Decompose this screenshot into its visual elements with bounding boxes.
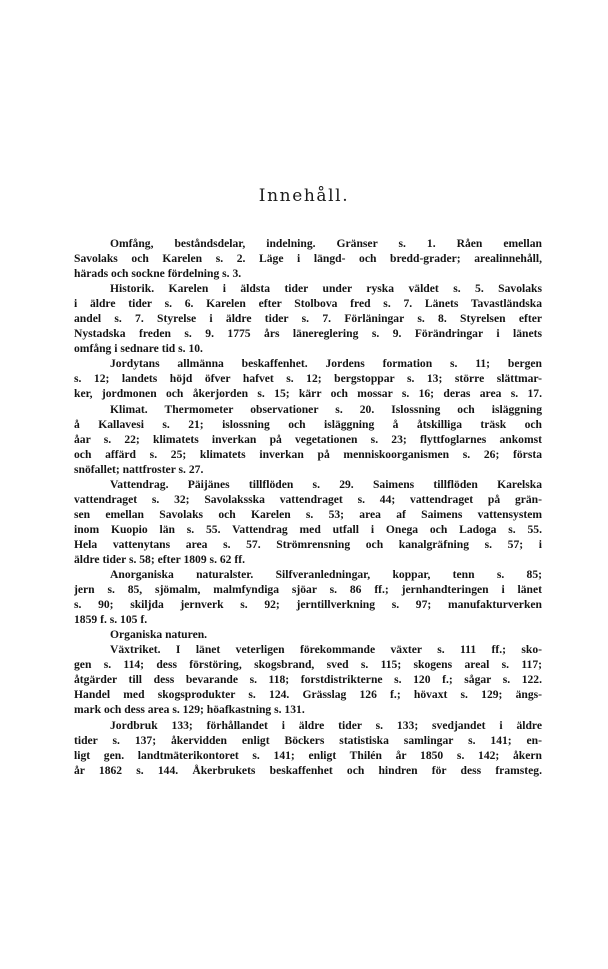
toc-line: inom Kuopio län s. 55. Vattendrag med utfall i Onega och Ladoga s. 55. bbox=[74, 522, 542, 536]
toc-line: år 1862 s. 144. Åkerbrukets beskaffenhet och hindren för dess framsteg. bbox=[74, 763, 542, 777]
toc-line: jern s. 85, sjömalm, malmfyndiga sjöar s. 86 ff.; jernhandteringen i länet bbox=[74, 583, 542, 597]
toc-line: Savolaks och Karelen s. 2. Läge i längd- och bredd-grader; arealinnehåll, bbox=[74, 252, 542, 266]
toc-line: Klimat. Thermometer observationer s. 20. Islossning och isläggning bbox=[110, 402, 542, 416]
toc-line: i äldre tider s. 6. Karelen efter Stolbova fred s. 7. Länets Tavastländska bbox=[74, 297, 542, 311]
toc-line: gen s. 114; dess förstöring, skogsbrand, sved s. 115; skogens areal s. 117; bbox=[74, 658, 542, 672]
toc-line: åar s. 22; klimatets inverkan på vegetationen s. 23; flyttfoglarnes ankomst bbox=[74, 432, 542, 446]
toc-line: äldre tider s. 58; efter 1809 s. 62 ff. bbox=[74, 552, 245, 566]
toc-line: ker, jordmonen och åkerjorden s. 15; kärr och mossar s. 16; deras area s. 17. bbox=[74, 387, 542, 401]
toc-line: vattendraget s. 32; Savolaksska vattendraget s. 44; vattendraget på grän- bbox=[74, 492, 542, 506]
toc-line: andel s. 7. Styrelse i äldre tider s. 7. Förläningar s. 8. Styrelsen efter bbox=[74, 312, 542, 326]
toc-line: Jordytans allmänna beskaffenhet. Jordens formation s. 11; bergen bbox=[110, 357, 542, 371]
toc-line: Historik. Karelen i äldsta tider under ryska väldet s. 5. Savolaks bbox=[110, 282, 542, 296]
toc-line: 1859 f. s. 105 f. bbox=[74, 613, 148, 627]
toc-line: tider s. 137; åkervidden enligt Böckers statistiska samlingar s. 141; en- bbox=[74, 733, 542, 747]
toc-line: ligt gen. landtmäterikontoret s. 141; enligt Thilén år 1850 s. 142; åkern bbox=[74, 748, 542, 762]
toc-line: sen emellan Savolaks och Karelen s. 53; area af Saimens vattensystem bbox=[74, 507, 542, 521]
toc-line: snöfallet; nattfroster s. 27. bbox=[74, 462, 204, 476]
table-of-contents bbox=[74, 236, 542, 778]
toc-line: Växtriket. I länet veterligen förekommande växter s. 111 ff.; sko- bbox=[110, 643, 542, 657]
toc-line: å Kallavesi s. 21; islossning och isläggning å åtskilliga träsk och bbox=[74, 417, 542, 431]
toc-line: åtgärder till dess bevarande s. 118; forstdistrikterne s. 120 f.; sågar s. 122. bbox=[74, 673, 542, 687]
toc-line: Hela vattenytans area s. 57. Strömrensning och kanalgräfning s. 57; i bbox=[74, 537, 542, 551]
toc-line: Nystadska freden s. 9. 1775 års länereglering s. 9. Förändringar i länets bbox=[74, 327, 542, 341]
page-title: Innehåll. bbox=[258, 186, 350, 206]
toc-line: mark och dess area s. 129; höafkastning s. 131. bbox=[74, 703, 305, 717]
toc-line: och affärd s. 25; klimatets inverkan på menniskoorganismen s. 26; första bbox=[74, 447, 542, 461]
toc-line: härads och sockne fördelning s. 3. bbox=[74, 267, 242, 281]
toc-line: Handel med skogsprodukter s. 124. Grässlag 126 f.; hövaxt s. 129; ängs- bbox=[74, 688, 542, 702]
toc-line: Vattendrag. Päijänes tillflöden s. 29. Saimens tillflöden Karelska bbox=[110, 477, 542, 491]
toc-line: Organiska naturen. bbox=[110, 628, 208, 642]
toc-line: omfång i sednare tid s. 10. bbox=[74, 342, 203, 356]
toc-line: s. 12; landets höjd öfver hafvet s. 12; bergstoppar s. 13; större slättmar- bbox=[74, 372, 542, 386]
toc-line: s. 90; skiljda jernverk s. 92; jerntillverkning s. 97; manufakturverken bbox=[74, 598, 542, 612]
toc-line: Anorganiska naturalster. Silfveranledningar, koppar, tenn s. 85; bbox=[110, 568, 542, 582]
toc-line: Jordbruk 133; förhållandet i äldre tider s. 133; svedjandet i äldre bbox=[110, 718, 542, 732]
toc-line: Omfång, beståndsdelar, indelning. Gränser s. 1. Råen emellan bbox=[110, 237, 542, 250]
